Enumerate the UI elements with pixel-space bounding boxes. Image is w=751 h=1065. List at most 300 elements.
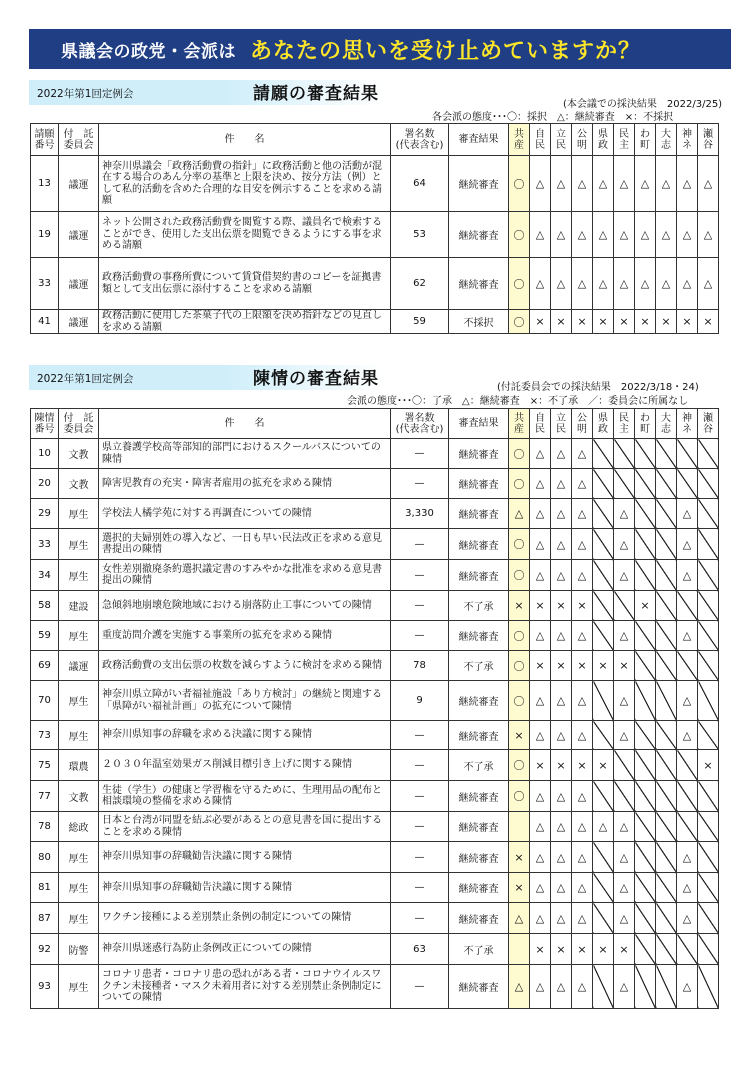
vote-mark: △	[619, 694, 629, 707]
cell-vote	[593, 651, 614, 681]
cell-vote	[677, 212, 698, 258]
vote-mark: △	[577, 728, 587, 742]
header-subject: 件 名	[99, 124, 391, 156]
vote-mark: ×	[556, 758, 566, 772]
cell-signatures: 53	[391, 212, 449, 258]
cell-vote-not-member	[656, 529, 677, 560]
cell-vote	[572, 721, 593, 750]
cell-vote	[635, 258, 656, 310]
cell-vote-not-member	[635, 934, 656, 965]
cell-vote-not-member	[593, 591, 614, 621]
vote-mark: △	[556, 537, 566, 551]
vote-mark: △	[661, 228, 671, 241]
cell-vote	[572, 965, 593, 1009]
cell-vote	[572, 651, 593, 681]
cell-vote	[572, 156, 593, 212]
cell-subject: 障害児教育の充実・障害者雇用の拡充を求める陳情	[99, 469, 391, 499]
vote-mark: △	[682, 277, 692, 290]
cell-vote-not-member	[698, 934, 719, 965]
table-row	[31, 310, 719, 334]
cell-committee: 厚生	[59, 529, 99, 560]
vote-mark: ×	[577, 599, 587, 612]
vote-mark: △	[535, 477, 545, 490]
vote-mark: △	[577, 911, 587, 925]
cell-vote-not-member	[593, 621, 614, 651]
cell-vote-not-member	[635, 842, 656, 873]
table-row	[31, 721, 719, 750]
cell-vote	[572, 621, 593, 651]
vote-mark: 〇	[513, 694, 525, 708]
header-subject: 件 名	[99, 409, 391, 439]
cell-vote	[635, 310, 656, 334]
cell-result: 継続審査	[449, 842, 509, 873]
vote-mark: 〇	[513, 447, 525, 461]
cell-committee: 防警	[59, 934, 99, 965]
cell-vote	[551, 258, 572, 310]
header-party: 瀬 谷	[698, 409, 719, 439]
cell-vote	[572, 439, 593, 469]
vote-mark: △	[556, 629, 566, 642]
cell-vote	[551, 903, 572, 934]
cell-vote	[677, 499, 698, 529]
cell-vote-not-member	[593, 681, 614, 721]
cell-vote-not-member	[698, 439, 719, 469]
vote-mark: △	[577, 820, 587, 833]
cell-vote	[509, 621, 530, 651]
cell-vote	[509, 781, 530, 812]
vote-mark: 〇	[513, 315, 525, 329]
vote-mark: △	[577, 477, 587, 490]
cell-vote-not-member	[677, 812, 698, 842]
header-committee: 付 託 委員会	[59, 124, 99, 156]
vote-mark: △	[619, 629, 629, 642]
cell-vote	[698, 258, 719, 310]
cell-number: 19	[31, 212, 59, 258]
table-row	[31, 681, 719, 721]
cell-subject: 神奈川県議会「政務活動費の指針」に政務活動と他の活動が混在する場合のあん分率の基準と上限を決め、按分方法（例）として私的活動を含めた合理的な目安を例示することを求める請願	[99, 156, 391, 212]
cell-result: 継続審査	[449, 681, 509, 721]
table-row	[31, 591, 719, 621]
vote-mark: △	[577, 177, 587, 190]
vote-mark: ×	[577, 659, 587, 672]
table-row	[31, 934, 719, 965]
cell-vote	[530, 750, 551, 781]
vote-mark: ×	[556, 659, 566, 672]
cell-number: 75	[31, 750, 59, 781]
cell-number: 33	[31, 529, 59, 560]
cell-vote-not-member	[635, 781, 656, 812]
cell-vote	[530, 842, 551, 873]
vote-mark: ×	[703, 758, 713, 772]
header-party: 自 民	[530, 409, 551, 439]
cell-vote	[572, 591, 593, 621]
vote-mark: ×	[598, 758, 608, 772]
cell-number: 92	[31, 934, 59, 965]
cell-vote	[614, 621, 635, 651]
cell-vote-not-member	[593, 469, 614, 499]
cell-subject: 県立養護学校高等部知的部門におけるスクールバスについての陳情	[99, 439, 391, 469]
vote-mark: △	[535, 881, 545, 894]
cell-vote	[677, 965, 698, 1009]
cell-vote	[572, 560, 593, 591]
cell-committee: 建設	[59, 591, 99, 621]
vote-mark: △	[640, 228, 650, 241]
appeal-date-note: (付託委員会での採決結果 2022/3/18・24)	[497, 382, 699, 393]
cell-subject: 重度訪問介護を実施する事業所の拡充を求める陳情	[99, 621, 391, 651]
cell-vote	[572, 212, 593, 258]
cell-result: 継続審査	[449, 721, 509, 750]
vote-mark: △	[703, 177, 713, 190]
header-party: 瀬 谷	[698, 124, 719, 156]
vote-mark: △	[703, 228, 713, 241]
cell-vote-not-member	[635, 812, 656, 842]
header-party: わ 町	[635, 124, 656, 156]
cell-vote-not-member	[656, 621, 677, 651]
header-party: 大 志	[656, 124, 677, 156]
vote-mark: △	[619, 980, 629, 993]
cell-vote-not-member	[614, 750, 635, 781]
table-row	[31, 781, 719, 812]
cell-vote-not-member	[677, 469, 698, 499]
cell-vote-not-member	[593, 842, 614, 873]
appeal-table	[30, 408, 719, 1009]
cell-committee: 厚生	[59, 560, 99, 591]
cell-result: 継続審査	[449, 212, 509, 258]
table-row	[31, 469, 719, 499]
cell-committee: 議運	[59, 212, 99, 258]
appeal-section-title	[29, 365, 384, 390]
cell-vote	[614, 529, 635, 560]
header-signatures: 署名数 (代表含む)	[391, 409, 449, 439]
cell-vote	[530, 499, 551, 529]
cell-vote	[635, 156, 656, 212]
cell-vote	[551, 873, 572, 903]
cell-vote	[530, 965, 551, 1009]
cell-vote-not-member	[656, 721, 677, 750]
cell-vote-not-member	[656, 934, 677, 965]
cell-subject: ネット公開された政務活動費を閲覧する際、議員名で検索することができ、使用した支出伝票を閲覧できるようにする事を求める請願	[99, 212, 391, 258]
cell-vote	[698, 310, 719, 334]
header-party: 大 志	[656, 409, 677, 439]
vote-mark: △	[535, 568, 545, 582]
vote-mark: ×	[598, 315, 608, 328]
cell-vote	[593, 156, 614, 212]
header-signatures: 署名数 (代表含む)	[391, 124, 449, 156]
vote-mark: ×	[556, 599, 566, 612]
cell-signatures: 62	[391, 258, 449, 310]
cell-vote	[614, 842, 635, 873]
cell-vote-not-member	[677, 750, 698, 781]
cell-vote-not-member	[635, 750, 656, 781]
vote-mark: ×	[619, 942, 629, 956]
cell-committee: 厚生	[59, 903, 99, 934]
cell-vote-not-member	[593, 499, 614, 529]
vote-mark: △	[703, 277, 713, 290]
cell-vote	[677, 156, 698, 212]
cell-vote	[509, 591, 530, 621]
cell-number: 59	[31, 621, 59, 651]
cell-vote	[509, 750, 530, 781]
vote-mark: △	[682, 507, 692, 520]
cell-signatures: —	[391, 903, 449, 934]
cell-vote	[509, 499, 530, 529]
header-party: 神 ネ	[677, 124, 698, 156]
cell-vote	[614, 258, 635, 310]
vote-mark: ×	[577, 758, 587, 772]
petition-date-note: (本会議での採決結果 2022/3/25)	[563, 99, 723, 110]
vote-mark: ×	[598, 659, 608, 672]
table-row	[31, 529, 719, 560]
cell-vote	[614, 499, 635, 529]
cell-vote-not-member	[635, 873, 656, 903]
cell-vote	[551, 499, 572, 529]
cell-vote-not-member	[635, 439, 656, 469]
vote-mark: ×	[556, 942, 566, 956]
cell-vote	[530, 529, 551, 560]
cell-result: 不了承	[449, 651, 509, 681]
cell-vote	[551, 469, 572, 499]
vote-mark: ×	[535, 315, 545, 328]
cell-number: 29	[31, 499, 59, 529]
vote-mark: ×	[535, 942, 545, 956]
table-row	[31, 499, 719, 529]
vote-mark: 〇	[513, 177, 525, 191]
vote-mark: ×	[619, 659, 629, 672]
vote-mark: ×	[514, 728, 524, 742]
cell-vote-not-member	[698, 681, 719, 721]
cell-vote-not-member	[593, 529, 614, 560]
cell-committee: 議運	[59, 156, 99, 212]
cell-vote-not-member	[635, 469, 656, 499]
cell-vote-not-member	[698, 721, 719, 750]
header-party: 神 ネ	[677, 409, 698, 439]
vote-mark: △	[535, 728, 545, 742]
cell-vote	[509, 560, 530, 591]
cell-vote-not-member	[698, 842, 719, 873]
cell-signatures: —	[391, 621, 449, 651]
vote-mark: △	[535, 277, 545, 290]
cell-vote-not-member	[656, 469, 677, 499]
vote-mark: △	[556, 980, 566, 993]
cell-signatures: —	[391, 560, 449, 591]
cell-vote	[530, 781, 551, 812]
vote-mark: △	[535, 694, 545, 707]
cell-vote	[509, 529, 530, 560]
header-party: 立 民	[551, 409, 572, 439]
cell-vote	[509, 681, 530, 721]
cell-vote	[551, 934, 572, 965]
table-row	[31, 651, 719, 681]
cell-vote	[677, 258, 698, 310]
cell-vote	[551, 781, 572, 812]
vote-mark: ×	[556, 315, 566, 328]
cell-vote	[593, 258, 614, 310]
vote-mark: △	[556, 477, 566, 490]
cell-vote-not-member	[635, 529, 656, 560]
vote-mark: ×	[598, 942, 608, 956]
petition-legend: 各会派の態度･･･〇：採択 △：継続審査 ×：不採択	[432, 112, 674, 123]
vote-mark: ×	[619, 315, 629, 328]
cell-vote-not-member	[698, 529, 719, 560]
cell-vote-not-member	[593, 721, 614, 750]
vote-mark: ×	[577, 942, 587, 956]
cell-vote	[530, 934, 551, 965]
cell-vote	[551, 681, 572, 721]
cell-result: 継続審査	[449, 621, 509, 651]
cell-signatures: —	[391, 781, 449, 812]
table-row	[31, 621, 719, 651]
vote-mark: △	[577, 850, 587, 864]
vote-mark: △	[535, 537, 545, 551]
vote-mark: △	[556, 881, 566, 894]
cell-vote-not-member	[656, 873, 677, 903]
vote-mark: ×	[514, 599, 524, 612]
cell-vote-not-member	[593, 781, 614, 812]
vote-mark: △	[682, 728, 692, 742]
cell-vote-not-member	[635, 965, 656, 1009]
vote-mark: △	[598, 228, 608, 241]
cell-vote-not-member	[677, 651, 698, 681]
vote-mark: 〇	[513, 538, 525, 551]
cell-subject: 神奈川県立障がい者福祉施設「あり方検討」の継続と関連する「県障がい福祉計画」の拡充について陳情	[99, 681, 391, 721]
vote-mark: △	[535, 980, 545, 993]
cell-vote	[509, 721, 530, 750]
cell-vote-not-member	[656, 681, 677, 721]
cell-vote-not-member	[593, 439, 614, 469]
vote-mark: △	[619, 850, 629, 864]
vote-mark: △	[514, 911, 524, 925]
vote-mark: △	[577, 789, 587, 803]
vote-mark: △	[556, 447, 566, 460]
cell-vote	[551, 621, 572, 651]
cell-committee: 厚生	[59, 873, 99, 903]
cell-vote-not-member	[635, 651, 656, 681]
vote-mark: △	[682, 537, 692, 551]
vote-mark: △	[535, 850, 545, 864]
cell-vote	[593, 934, 614, 965]
vote-mark: △	[577, 629, 587, 642]
cell-vote	[509, 651, 530, 681]
cell-vote-not-member	[698, 651, 719, 681]
cell-vote	[614, 212, 635, 258]
cell-vote-not-member	[698, 812, 719, 842]
cell-signatures: —	[391, 721, 449, 750]
cell-vote	[572, 781, 593, 812]
cell-vote-not-member	[698, 560, 719, 591]
cell-number: 13	[31, 156, 59, 212]
cell-result: 継続審査	[449, 873, 509, 903]
cell-vote-not-member	[593, 873, 614, 903]
cell-number: 80	[31, 842, 59, 873]
header-party: 民 主	[614, 124, 635, 156]
cell-result: 不了承	[449, 934, 509, 965]
table-row	[31, 750, 719, 781]
cell-vote	[635, 212, 656, 258]
cell-vote-not-member	[614, 781, 635, 812]
cell-vote	[572, 934, 593, 965]
cell-signatures: —	[391, 812, 449, 842]
vote-mark: ×	[535, 659, 545, 672]
cell-vote-not-member	[656, 651, 677, 681]
vote-mark: △	[577, 507, 587, 520]
cell-subject: 女性差別撤廃条約選択議定書のすみやかな批准を求める意見書提出の陳情	[99, 560, 391, 591]
petition-section-title	[29, 80, 384, 105]
vote-mark: △	[598, 277, 608, 290]
cell-vote-not-member	[677, 591, 698, 621]
cell-committee: 厚生	[59, 721, 99, 750]
cell-vote	[656, 310, 677, 334]
cell-vote-not-member	[677, 934, 698, 965]
cell-result: 継続審査	[449, 812, 509, 842]
appeal-legend: 会派の態度･･･〇：了承 △：継続審査 ×：不了承 ／：委員会に所属なし	[347, 396, 689, 407]
cell-subject: 政務活動費の事務所費について賃貸借契約書のコピーを証拠書類として支出伝票に添付することを求める請願	[99, 258, 391, 310]
vote-mark: ×	[514, 850, 524, 864]
cell-signatures: —	[391, 439, 449, 469]
vote-mark: △	[556, 820, 566, 833]
vote-mark: ×	[514, 881, 524, 894]
vote-mark: △	[682, 568, 692, 582]
cell-vote	[656, 258, 677, 310]
header-party: 公 明	[572, 124, 593, 156]
cell-vote	[614, 681, 635, 721]
cell-vote-not-member	[698, 781, 719, 812]
vote-mark: 〇	[513, 759, 525, 772]
cell-subject: 急傾斜地崩壊危険地域における崩落防止工事についての陳情	[99, 591, 391, 621]
vote-mark: △	[577, 694, 587, 707]
cell-vote	[593, 310, 614, 334]
vote-mark: △	[598, 177, 608, 190]
header-party: 県 政	[593, 124, 614, 156]
cell-result: 継続審査	[449, 560, 509, 591]
cell-vote	[551, 156, 572, 212]
cell-number: 69	[31, 651, 59, 681]
petition-heading: 請願の審査結果	[253, 84, 379, 104]
cell-vote	[614, 651, 635, 681]
cell-number: 73	[31, 721, 59, 750]
vote-mark: △	[535, 507, 545, 520]
cell-subject: 神奈川県知事の辞職勧告決議に関する陳情	[99, 842, 391, 873]
header-party: 民 主	[614, 409, 635, 439]
vote-mark: △	[556, 507, 566, 520]
vote-mark: △	[619, 881, 629, 894]
vote-mark: △	[598, 820, 608, 833]
cell-vote	[509, 903, 530, 934]
cell-vote	[551, 965, 572, 1009]
cell-vote-not-member	[635, 560, 656, 591]
cell-vote-not-member	[656, 591, 677, 621]
cell-committee: 厚生	[59, 681, 99, 721]
cell-result: 継続審査	[449, 439, 509, 469]
vote-mark: ×	[640, 599, 650, 612]
header-party: わ 町	[635, 409, 656, 439]
cell-vote	[530, 439, 551, 469]
cell-vote	[656, 156, 677, 212]
cell-vote-not-member	[677, 781, 698, 812]
cell-vote	[509, 842, 530, 873]
vote-mark: △	[619, 537, 629, 551]
cell-vote	[677, 903, 698, 934]
vote-mark: ×	[703, 315, 713, 328]
vote-mark: △	[577, 447, 587, 460]
cell-vote	[698, 156, 719, 212]
cell-vote	[530, 591, 551, 621]
vote-mark: △	[556, 789, 566, 803]
vote-mark: △	[619, 568, 629, 582]
table-row	[31, 560, 719, 591]
cell-vote	[509, 156, 530, 212]
cell-result: 不了承	[449, 591, 509, 621]
vote-mark: △	[619, 228, 629, 241]
